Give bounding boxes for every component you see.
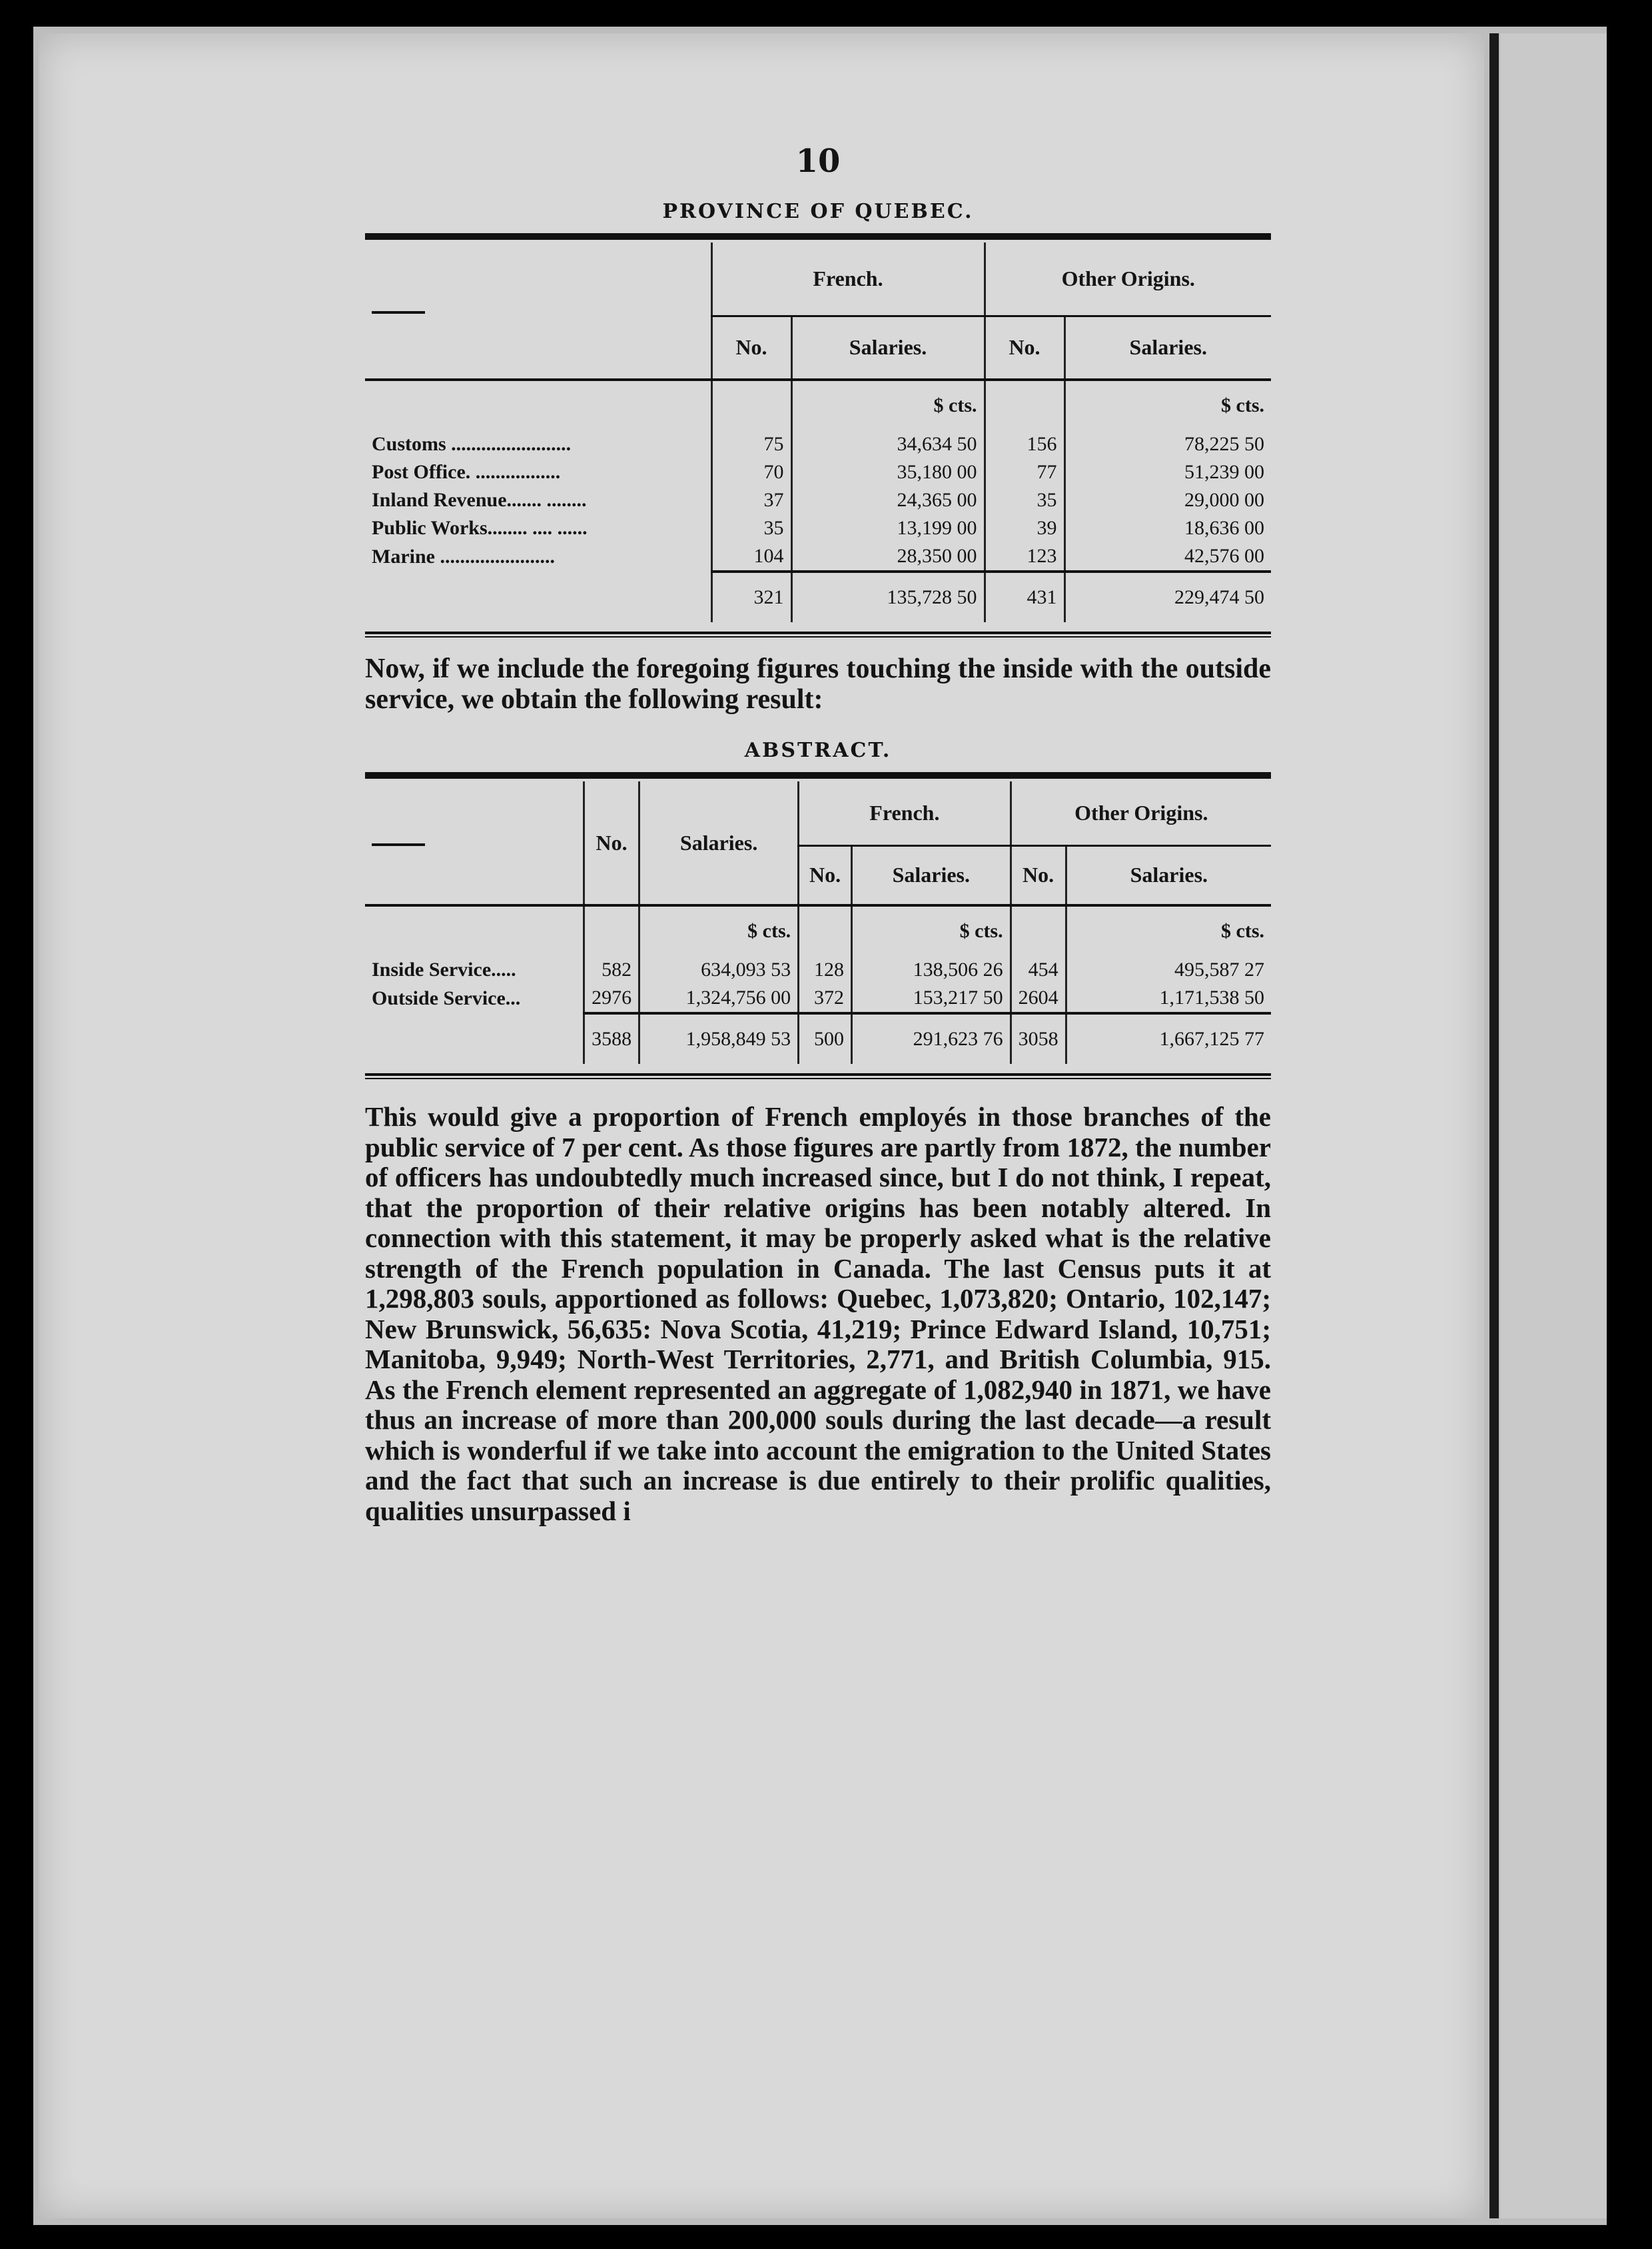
col-french-salaries: Salaries. (791, 316, 985, 380)
table-row (365, 956, 1271, 984)
total-french-salaries: 135,728 50 (791, 572, 985, 622)
row-label: Inside Service..... (372, 959, 516, 981)
total-other-salaries: 1,667,125 77 (1066, 1013, 1271, 1064)
cell-other-salaries: 1,171,538 50 (1066, 984, 1271, 1013)
abstract-top-rule (365, 772, 1271, 779)
table-row (365, 984, 1271, 1013)
totals-row (365, 572, 1271, 622)
total-no: 3588 (584, 1013, 639, 1064)
body-paragraph: This would give a proportion of French employés in those branches of the public service of 7 per cent. As those figures are partly from 1872, the number of officers has undoubtedly much increased since, but I do not think, I repeat, that the proportion of their relative origins has been notably altered. In connection with this statement, it may be properly asked what is the relative strength of the French population in Canada. The last Census puts it at 1,298,803 souls, apportioned as follows: Quebec, 1,073,820; Ontario, 102,147; New Brunswick, 56,635: Nova Scotia, 41,219; Prince Edward Island, 10,751; Manitoba, 9,949; North-West Territories, 2,771, and British Columbia, 915. As the French element represented an aggregate of 1,082,940 in 1871, we have thus an increase of more than 200,000 souls during the last decade—a result which is wonderful if we take into account the emigration to the United States and the fact that such an increase is due entirely to their prolific qualities, qualities unsurpassed i (365, 1101, 1271, 1526)
table-row (365, 542, 1271, 572)
cell-french-no: 75 (711, 430, 791, 458)
page-content (365, 133, 1271, 1526)
page-number: 10 (795, 143, 841, 180)
table-row (365, 486, 1271, 514)
table-row (365, 430, 1271, 458)
total-salaries: 1,958,849 53 (639, 1013, 799, 1064)
total-other-no: 3058 (1011, 1013, 1066, 1064)
cell-total-no: 2976 (584, 984, 639, 1013)
units-label: $ cts. (1066, 905, 1271, 956)
cell-other-no: 454 (1011, 956, 1066, 984)
header-dash (372, 843, 425, 846)
col-french-no: No. (711, 316, 791, 380)
row-label: Public Works........ .... ...... (372, 517, 588, 539)
cell-other-no: 2604 (1011, 984, 1066, 1013)
units-label: $ cts. (851, 905, 1011, 956)
cell-other-no: 156 (985, 430, 1064, 458)
cell-french-salaries: 34,634 50 (791, 430, 985, 458)
cell-total-salaries: 634,093 53 (639, 956, 799, 984)
units-label: $ cts. (791, 380, 985, 430)
cell-french-no: 372 (799, 984, 852, 1013)
col-french-salaries: Salaries. (851, 845, 1011, 905)
cell-other-salaries: 18,636 00 (1064, 514, 1271, 542)
cell-french-salaries: 24,365 00 (791, 486, 985, 514)
col-other-salaries: Salaries. (1066, 845, 1271, 905)
abstract-table (365, 781, 1271, 1064)
row-label: Outside Service... (372, 987, 521, 1009)
cell-other-salaries: 495,587 27 (1066, 956, 1271, 984)
cell-other-salaries: 78,225 50 (1064, 430, 1271, 458)
table-row (365, 514, 1271, 542)
row-label: Inland Revenue....... ........ (372, 489, 587, 511)
cell-other-salaries: 42,576 00 (1064, 542, 1271, 572)
cell-total-no: 582 (584, 956, 639, 984)
totals-row (365, 1013, 1271, 1064)
cell-french-no: 35 (711, 514, 791, 542)
group-french: French. (799, 781, 1011, 845)
cell-french-salaries: 35,180 00 (791, 458, 985, 486)
row-label: Customs ........................ (372, 433, 572, 455)
total-other-salaries: 229,474 50 (1064, 572, 1271, 622)
col-other-salaries: Salaries. (1064, 316, 1271, 380)
cell-other-no: 123 (985, 542, 1064, 572)
row-label: Post Office. ................. (372, 461, 561, 483)
cell-french-no: 104 (711, 542, 791, 572)
adjacent-page (1500, 33, 1607, 2218)
total-french-salaries: 291,623 76 (851, 1013, 1011, 1064)
cell-french-salaries: 153,217 50 (851, 984, 1011, 1013)
col-french-no: No. (799, 845, 852, 905)
cell-french-salaries: 28,350 00 (791, 542, 985, 572)
intro-paragraph: Now, if we include the foregoing figures touching the inside with the outside service, we obtain the following result: (365, 654, 1271, 715)
total-french-no: 321 (711, 572, 791, 622)
cell-other-salaries: 29,000 00 (1064, 486, 1271, 514)
row-label: Marine ....................... (372, 546, 555, 568)
table-row (365, 458, 1271, 486)
header-dash (372, 311, 425, 314)
abstract-title: ABSTRACT. (744, 739, 892, 762)
cell-total-salaries: 1,324,756 00 (639, 984, 799, 1013)
col-other-no: No. (1011, 845, 1066, 905)
page-edge-shadow (1489, 33, 1499, 2218)
total-french-no: 500 (799, 1013, 852, 1064)
cell-other-salaries: 51,239 00 (1064, 458, 1271, 486)
group-other-origins: Other Origins. (1011, 781, 1271, 845)
col-other-no: No. (985, 316, 1064, 380)
cell-other-no: 77 (985, 458, 1064, 486)
group-french: French. (711, 242, 985, 316)
units-label: $ cts. (639, 905, 799, 956)
cell-french-salaries: 13,199 00 (791, 514, 985, 542)
cell-french-no: 70 (711, 458, 791, 486)
col-total-no: No. (584, 781, 639, 905)
cell-other-no: 39 (985, 514, 1064, 542)
cell-other-no: 35 (985, 486, 1064, 514)
group-other-origins: Other Origins. (985, 242, 1271, 316)
table-top-rule (365, 233, 1271, 240)
total-other-no: 431 (985, 572, 1064, 622)
cell-french-no: 37 (711, 486, 791, 514)
units-label: $ cts. (1064, 380, 1271, 430)
cell-french-salaries: 138,506 26 (851, 956, 1011, 984)
section-title: PROVINCE OF QUEBEC. (662, 200, 974, 223)
abstract-bottom-rule (365, 1073, 1271, 1079)
cell-french-no: 128 (799, 956, 852, 984)
quebec-table (365, 242, 1271, 622)
col-total-salaries: Salaries. (639, 781, 799, 905)
table-bottom-rule (365, 632, 1271, 638)
